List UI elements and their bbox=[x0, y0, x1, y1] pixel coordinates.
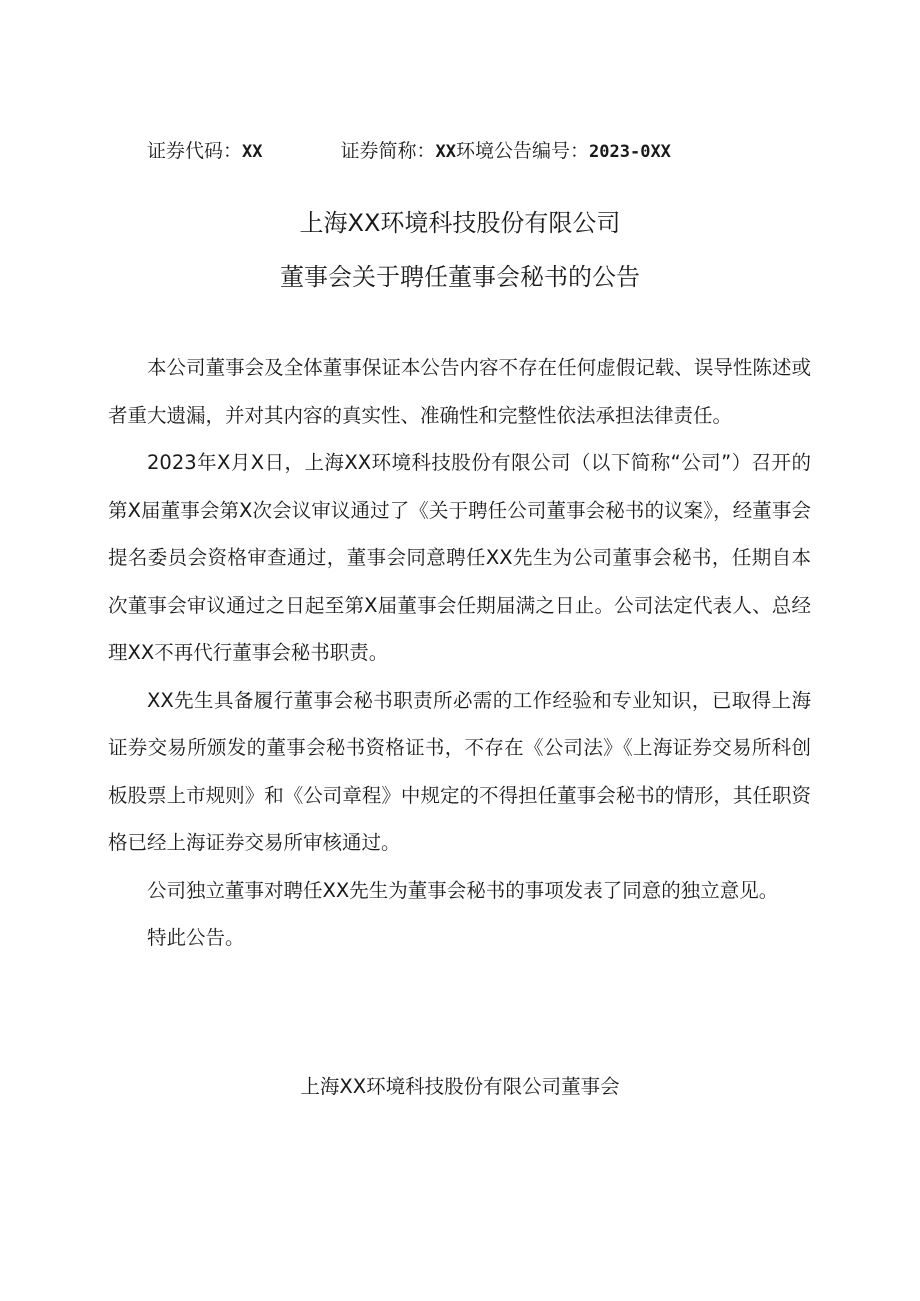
paragraph-disclaimer: 本公司董事会及全体董事保证本公告内容不存在任何虚假记载、误导性陈述或者重大遗漏，并对其内容的真实性、准确性和完整性依法承担法律责任。 bbox=[108, 356, 811, 427]
stock-abbr-value: XX bbox=[435, 142, 456, 162]
stock-abbr-label: 证券简称： bbox=[340, 140, 436, 162]
stock-code-value: XX bbox=[242, 142, 263, 162]
announcement-title: 董事会关于聘任董事会秘书的公告 bbox=[280, 263, 640, 291]
stock-code-label: 证券代码： bbox=[147, 140, 243, 162]
signature: 上海XX环境科技股份有限公司董事会 bbox=[300, 1075, 620, 1098]
paragraph-independent-directors: 公司独立董事对聘任XX先生为董事会秘书的事项发表了同意的独立意见。 bbox=[147, 878, 779, 902]
announcement-number-label: 公告编号： bbox=[494, 140, 590, 162]
announcement-header bbox=[147, 136, 671, 163]
announcement-body bbox=[108, 344, 811, 962]
stock-abbr-suffix: 环境 bbox=[456, 140, 495, 162]
paragraph-qualification: XX先生具备履行董事会秘书职责所必需的工作经验和专业知识，已取得上海证券交易所颁发的董事会秘书资格证书，不存在《公司法》《上海证券交易所科创板股票上市规则》和《公司章程》中规定的不得担任董事会秘书的情形，其任职资格已经上海证券交易所审核通过。 bbox=[108, 688, 811, 854]
announcement-number-value: 2023-0XX bbox=[589, 142, 671, 162]
paragraph-meeting: 2023年X月X日，上海XX环境科技股份有限公司（以下简称“公司”）召开的第X届董事会第X次会议审议通过了《关于聘任公司董事会秘书的议案》，经董事会提名委员会资格审查通过，董事会同意聘任XX先生为公司董事会秘书，任期自本次董事会审议通过之日起至第X届董事会任期届满之日止。公司法定代表人、总经理XX不再代行董事会秘书职责。 bbox=[108, 451, 811, 664]
paragraph-closing: 特此公告。 bbox=[147, 926, 245, 949]
company-title: 上海XX环境科技股份有限公司 bbox=[299, 209, 621, 237]
